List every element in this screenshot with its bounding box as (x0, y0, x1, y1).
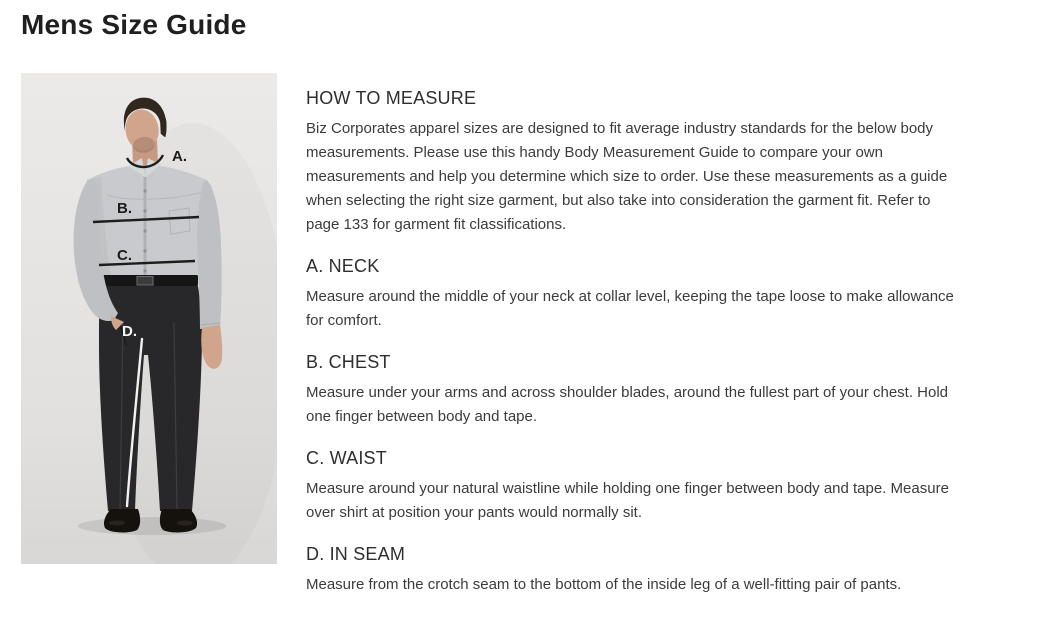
section-heading: B. CHEST (306, 352, 391, 372)
belt-buckle (137, 277, 153, 286)
label-b: B. (117, 200, 132, 217)
right-shoe-shine (177, 521, 193, 526)
section-body: Measure under your arms and across shoulder blades, around the fullest part of your chest. Hold one finger between body and tape. (306, 384, 949, 425)
measurement-figure-image (21, 73, 277, 564)
label-c: C. (117, 247, 132, 264)
left-shoe-shine (109, 521, 125, 526)
measurement-figure-svg (21, 73, 277, 564)
section-heading: A. NECK (306, 256, 380, 276)
section-waist (306, 447, 954, 525)
section-body: Measure around the middle of your neck at collar level, keeping the tape loose to make allowance for comfort. (306, 288, 954, 329)
section-heading: D. IN SEAM (306, 544, 406, 564)
section-chest (306, 351, 954, 429)
label-d: D. (122, 323, 137, 340)
section-heading: HOW TO MEASURE (306, 88, 477, 108)
measure-instructions (306, 73, 954, 597)
section-how-to-measure (306, 87, 954, 237)
right-shoe (160, 509, 197, 532)
floor-shadow (78, 517, 226, 535)
section-body: Measure from the crotch seam to the bottom of the inside leg of a well-fitting pair of pants. (306, 576, 902, 593)
section-neck (306, 255, 954, 333)
section-heading: C. WAIST (306, 448, 387, 468)
section-body: Measure around your natural waistline while holding one finger between body and tape. Measure over shirt at position your pants would normally sit. (306, 480, 949, 521)
label-a: A. (172, 148, 187, 165)
section-body: Biz Corporates apparel sizes are designed to fit average industry standards for the below body measurements. Please use this handy Body Measurement Guide to compare your own measurements and help you determine which size to order. Use these measurements as a guide when selecting the right size garment, but also take into consideration the garment fit. Refer to page 133 for garment fit classifications. (306, 120, 948, 233)
content-row (21, 73, 1038, 597)
page-title: Mens Size Guide (21, 9, 247, 40)
section-inseam (306, 543, 954, 597)
left-shoe (104, 509, 140, 532)
